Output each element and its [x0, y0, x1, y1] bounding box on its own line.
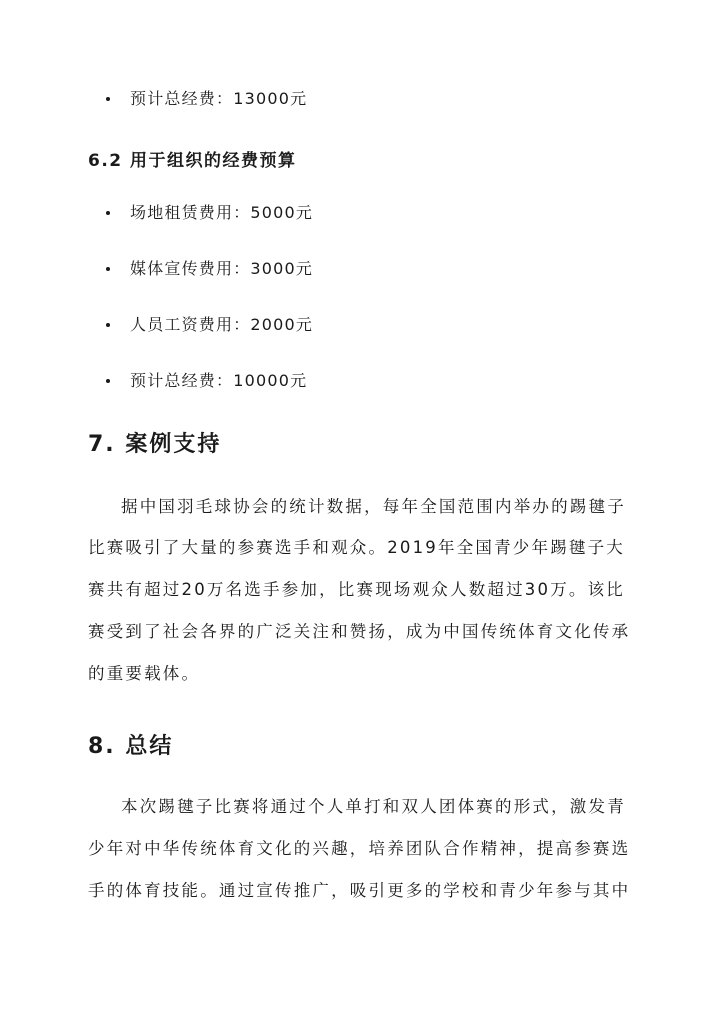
paragraph-line: 比赛吸引了大量的参赛选手和观众。2019年全国青少年踢毽子大: [88, 538, 625, 557]
list-item: [106, 371, 307, 391]
paragraph-line: 少年对中华传统体育文化的兴趣，培养团队合作精神，提高参赛选: [88, 839, 631, 858]
bullet-icon: [106, 211, 110, 215]
paragraph-line: 本次踢毽子比赛将通过个人单打和双人团体赛的形式，激发青: [121, 797, 626, 816]
section-heading: 7. 案例支持: [88, 432, 222, 457]
bullet-icon: [106, 97, 110, 101]
paragraph-line: 赛受到了社会各界的广泛关注和赞扬，成为中国传统体育文化传承: [88, 622, 631, 641]
bullet-icon: [106, 267, 110, 271]
section-heading: 8. 总结: [88, 734, 174, 759]
paragraph-line: 手的体育技能。通过宣传推广，吸引更多的学校和青少年参与其中: [88, 881, 631, 900]
list-item-text: 预计总经费：13000元: [130, 89, 308, 108]
bullet-icon: [106, 323, 110, 327]
bullet-icon: [106, 379, 110, 383]
list-item: [106, 315, 313, 335]
list-item-text: 人员工资费用：2000元: [130, 315, 314, 334]
paragraph-line: 的重要载体。: [88, 664, 201, 683]
list-item: [106, 89, 307, 109]
section-subheading: 6.2 用于组织的经费预算: [88, 151, 297, 171]
list-item-text: 场地租赁费用：5000元: [130, 203, 314, 222]
list-item: [106, 259, 313, 279]
list-item: [106, 203, 313, 223]
paragraph-line: 赛共有超过20万名选手参加，比赛现场观众人数超过30万。该比: [88, 580, 625, 599]
paragraph-line: 据中国羽毛球协会的统计数据，每年全国范围内举办的踢毽子: [121, 497, 626, 516]
list-item-text: 媒体宣传费用：3000元: [130, 259, 314, 278]
list-item-text: 预计总经费：10000元: [130, 371, 308, 390]
